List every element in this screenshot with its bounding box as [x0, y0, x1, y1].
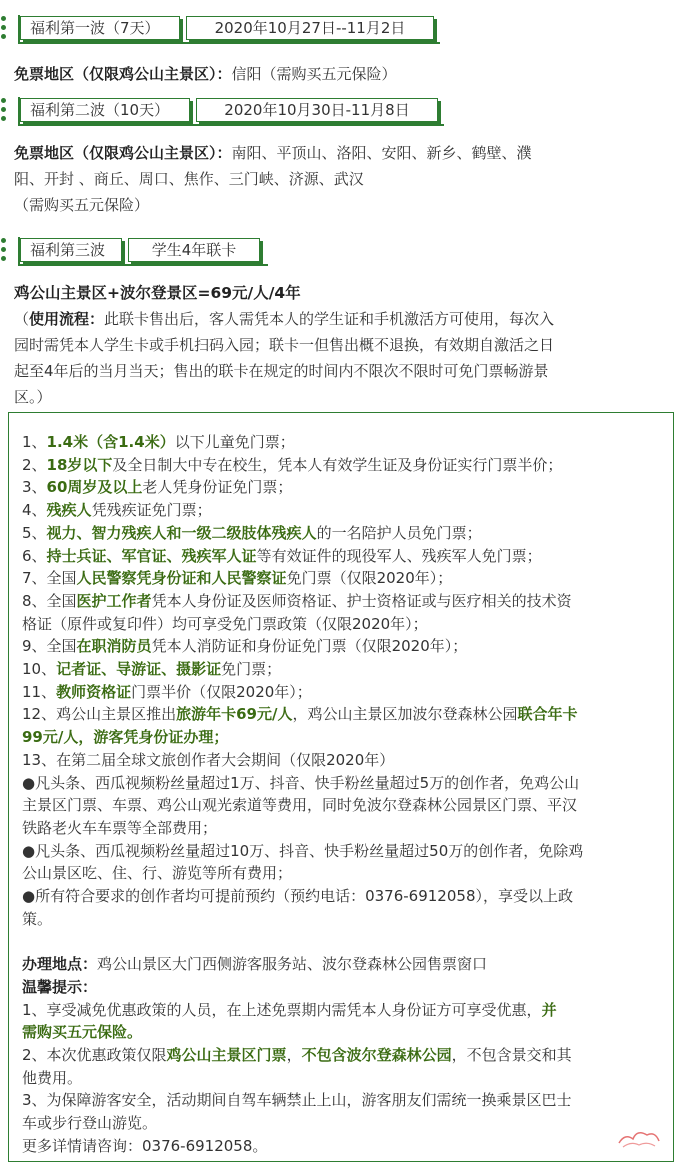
- dots-decoration: [0, 16, 8, 50]
- list-item: 6、持士兵证、军官证、残疾军人证等有效证件的现役军人、残疾军人免门票；: [22, 546, 542, 565]
- spacer: [22, 930, 659, 953]
- wave3-flow-open: （: [14, 310, 30, 328]
- wave3-header: [0, 234, 268, 268]
- tip-line: 需购买五元保险。: [22, 1023, 143, 1042]
- tip-line: 他费用。: [22, 1068, 83, 1087]
- list-item: 9、全国在职消防员凭本人消防证和身份证免门票（仅限2020年）；: [22, 637, 468, 656]
- list-item: 3、60周岁及以上老人凭身份证免门票；: [22, 478, 293, 497]
- wave2-label: 免票地区（仅限鸡公山主景区）：: [14, 144, 232, 162]
- wave1-header: [0, 12, 440, 46]
- dots-decoration: [0, 98, 8, 132]
- wave2-line2: 阳、开封 、商丘、周口、焦作、三门峡、济源、武汉: [14, 170, 364, 188]
- header-underline: [18, 124, 444, 126]
- list-item: 4、残疾人凭残疾证免门票；: [22, 501, 212, 520]
- list-item: 12、鸡公山主景区推出旅游年卡69元/人，鸡公山主景区加波尔登森林公园联合年卡: [22, 705, 578, 724]
- wave1-text: 信阳（需购买五元保险）: [231, 65, 397, 83]
- list-item: 2、18岁以下及全日制大中专在校生，凭本人有效学生证及身份证实行门票半价；: [22, 455, 563, 474]
- list-item-cont: 99元/人，游客凭身份证办理；: [22, 728, 229, 747]
- wave2-line3: （需购买五元保险）: [14, 196, 150, 214]
- wave3-flow-line1: 此联卡售出后，客人需凭本人的学生证和手机激活方可使用，每次入: [104, 310, 555, 328]
- policy-list: [22, 431, 659, 1157]
- wave3-headline: 鸡公山主景区+波尔登景区=69元/人/4年: [14, 284, 301, 302]
- wave3-subtag: 学生4年联卡: [128, 238, 260, 262]
- list-item: 7、全国人民警察凭身份证和人民警察证免门票（仅限2020年）；: [22, 569, 453, 588]
- bullet-line: ●凡头条、西瓜视频粉丝量超过1万、抖音、快手粉丝量超过5万的创作者，免鸡公山: [22, 773, 580, 792]
- wave2-date: 2020年10月30日-11月8日: [196, 98, 438, 122]
- bullet-line: 铁路老火车车票等全部费用；: [22, 818, 218, 837]
- bullet-line: ●所有符合要求的创作者均可提前预约（预约电话：0376-6912058），享受以上政: [22, 887, 573, 906]
- wave1-date: 2020年10月27日--11月2日: [186, 16, 434, 40]
- bullet-line: 主景区门票、车票、鸡公山观光索道等费用，同时免波尔登森林公园景区门票、平汉: [22, 796, 578, 815]
- header-underline: [18, 264, 268, 266]
- tips-label: 温馨提示：: [22, 977, 98, 996]
- wave3-tag: 福利第三波: [20, 238, 122, 262]
- more-info: 更多详情请咨询：0376-6912058。: [22, 1136, 268, 1155]
- list-item: 5、视力、智力残疾人和一级二级肢体残疾人的一名陪护人员免门票；: [22, 523, 482, 542]
- cloud-decoration-icon: [615, 1119, 663, 1149]
- bullet-line: 策。: [22, 909, 53, 928]
- tip-line: 车或步行登山游览。: [22, 1114, 158, 1133]
- wave1-body: [14, 61, 688, 87]
- list-item: 10、记者证、导游证、摄影证免门票；: [22, 660, 282, 679]
- wave3-flow-line2: 园时需凭本人学生卡或手机扫码入园；联卡一但售出概不退换，有效期自激活之日: [14, 336, 555, 354]
- wave2-header: [0, 94, 444, 128]
- policy-box: [8, 412, 674, 1162]
- wave3-flow-label: 使用流程：: [29, 310, 105, 328]
- tip-line: 2、本次优惠政策仅限鸡公山主景区门票，不包含波尔登森林公园，不包含景交和其: [22, 1045, 572, 1064]
- tip-line: 3、为保障游客安全，活动期间自驾车辆禁止上山，游客朋友们需统一换乘景区巴士: [22, 1091, 572, 1110]
- wave2-tag: 福利第二波（10天）: [20, 98, 190, 122]
- wave1-label: 免票地区（仅限鸡公山主景区）：: [14, 65, 232, 83]
- place-line: 办理地点：鸡公山景区大门西侧游客服务站、波尔登森林公园售票窗口: [22, 955, 488, 974]
- wave1-tag: 福利第一波（7天）: [20, 16, 180, 40]
- list-item: 1、1.4米（含1.4米）以下儿童免门票；: [22, 433, 295, 451]
- header-underline: [18, 42, 440, 44]
- wave3-flow-line4: 区。）: [14, 388, 52, 406]
- bullet-line: ●凡头条、西瓜视频粉丝量超过10万、抖音、快手粉丝量超过50万的创作者，免除鸡: [22, 841, 584, 860]
- bullet-line: 公山景区吃、住、行、游览等所有费用；: [22, 864, 293, 883]
- wave3-flow-line3: 起至4年后的当月当天；售出的联卡在规定的时间内不限次不限时可免门票畅游景: [14, 362, 549, 380]
- wave2-line1: 南阳、平顶山、洛阳、安阳、新乡、鹤壁、濮: [231, 144, 532, 162]
- dots-decoration: [0, 238, 8, 272]
- list-item: 13、在第二届全球文旅创作者大会期间（仅限2020年）: [22, 750, 395, 769]
- list-item: 8、全国医护工作者凭本人身份证及医师资格证、护士资格证或与医疗相关的技术资: [22, 591, 572, 610]
- list-item-cont: 格证（原件或复印件）均可享受免门票政策（仅限2020年）；: [22, 614, 428, 633]
- list-item: 11、教师资格证门票半价（仅限2020年）；: [22, 682, 312, 701]
- wave3-body: [14, 280, 688, 410]
- tip-line: 1、享受减免优惠政策的人员，在上述免票期内需凭本人身份证方可享受优惠，并: [22, 1000, 557, 1019]
- wave2-body: [14, 140, 688, 218]
